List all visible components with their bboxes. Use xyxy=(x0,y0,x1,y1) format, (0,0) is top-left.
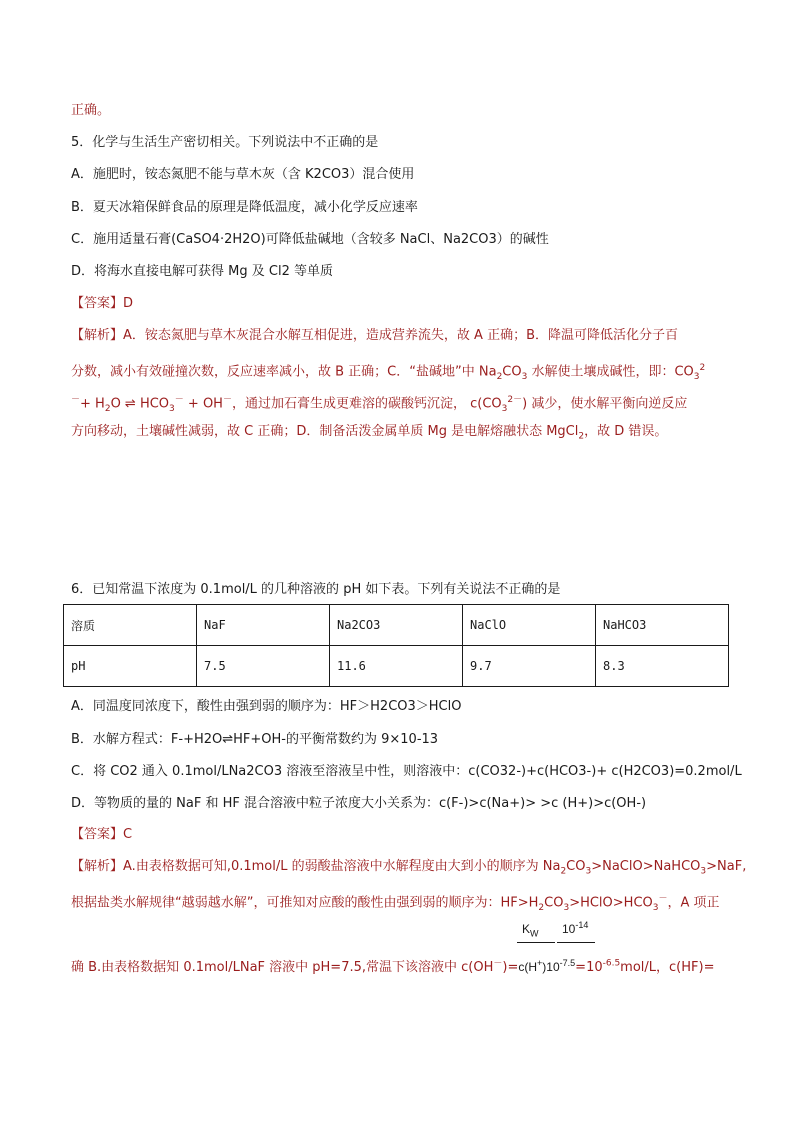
answer-value: D xyxy=(123,296,134,311)
power-numerator: $10^{-14}$ xyxy=(562,920,589,936)
table-cell: 溶质 xyxy=(64,605,197,646)
table-cell: 7.5 xyxy=(197,646,330,687)
table-cell: 9.7 xyxy=(463,646,596,687)
answer-label: 【答案】 xyxy=(71,296,124,311)
table-cell: NaClO xyxy=(463,605,596,646)
q6-answer xyxy=(71,826,132,844)
answer-value: C xyxy=(123,827,133,842)
q6-option-c: C．将 CO2 通入 0.1mol/LNa2CO3 溶液至溶液呈中性，则溶液中：c(CO32-)+c(HCO3-)+ c(H2CO3)=0.2mol/L xyxy=(71,764,742,779)
fraction-bar xyxy=(557,942,595,943)
q5-stem: 5．化学与生活生产密切相关。下列说法中不正确的是 xyxy=(71,135,379,150)
q5-answer xyxy=(71,295,133,313)
q5-analysis-line-1: 【解析】A．铵态氮肥与草木灰混合水解互相促进，造成营养流失，故 A 正确；B．降温可降低活化分子百 xyxy=(71,328,678,343)
q6-analysis-line-2: 根据盐类水解规律“越弱越水解”，可推知对应酸的酸性由强到弱的顺序为：$HF>H_2CO_3>HClO>HCO_3^-$，A 项正 xyxy=(71,894,720,913)
table-cell: pH xyxy=(64,646,197,687)
q5-option-c: C．施用适量石膏(CaSO4·2H2O)可降低盐碱地（含较多 NaCl、Na2CO3）的碱性 xyxy=(71,232,549,247)
q5-option-b: B．夏天冰箱保鲜食品的原理是降低温度，减小化学反应速率 xyxy=(71,200,418,215)
q6-option-a: A．同温度同浓度下，酸性由强到弱的顺序为：HF＞H2CO3＞HClO xyxy=(71,699,462,714)
q6-analysis-line-3: 确 B.由表格数据知 0.1mol/LNaF 溶液中 pH=7.5,常温下该溶液中 $c(OH^-)=c(H^+)10^{-7.5}=10^{-6.5}mol/L$，c(HF)= xyxy=(71,958,715,975)
q5-analysis-line-4: 方向移动，土壤碱性减弱，故 C 正确；D．制备活泼金属单质 Mg 是电解熔融状态 MgCl$_2$，故 D 错误。 xyxy=(71,424,668,442)
q5-prev-tail: 正确。 xyxy=(71,103,111,118)
analysis-label: 【解析】 xyxy=(71,328,124,343)
table-cell: Na2CO3 xyxy=(330,605,463,646)
table-cell: 11.6 xyxy=(330,646,463,687)
q6-analysis-line-1: 【解析】A.由表格数据可知,0.1mol/L 的弱酸盐溶液中水解程度由大到小的顺序为 $Na_2CO_3>NaClO>NaHCO_3>NaF$, xyxy=(71,859,747,877)
table-cell: NaHCO3 xyxy=(596,605,729,646)
q5-option-d: D．将海水直接电解可获得 Mg 及 Cl2 等单质 xyxy=(71,264,333,279)
q5-option-a: A．施肥时，铵态氮肥不能与草木灰（含 K2CO3）混合使用 xyxy=(71,167,415,182)
q6-option-b: B．水解方程式：F-+H2O⇌HF+OH-的平衡常数约为 9×10-13 xyxy=(71,732,439,747)
table-cell: NaF xyxy=(197,605,330,646)
table-row xyxy=(64,646,729,687)
table-cell: 8.3 xyxy=(596,646,729,687)
kw-numerator: $K_W$ xyxy=(522,922,539,939)
analysis-label: 【解析】 xyxy=(71,859,124,874)
table-row xyxy=(64,605,729,646)
q6-stem: 6．已知常温下浓度为 0.1mol/L 的几种溶液的 pH 如下表。下列有关说法不正确的是 xyxy=(71,582,561,597)
ph-table xyxy=(63,604,729,687)
q5-analysis-line-2: 分数，减小有效碰撞次数，反应速率减小，故 B 正确；C．“盐碱地”中 $Na_2CO_3$ 水解使土壤成碱性，即：$CO_3^2$ xyxy=(71,363,706,382)
fraction-bar xyxy=(517,942,555,943)
answer-label: 【答案】 xyxy=(71,827,124,842)
q5-analysis-line-3: $^-+ H_2O$ ⇌ $HCO_3^- + OH^-$，通过加石膏生成更难溶的碳酸钙沉淀， $c(CO_3^{2-})$ 减少，使水解平衡向逆反应 xyxy=(71,395,688,414)
q6-option-d: D．等物质的量的 NaF 和 HF 混合溶液中粒子浓度大小关系为：c(F-)>c(Na+)> >c (H+)>c(OH-) xyxy=(71,796,647,811)
